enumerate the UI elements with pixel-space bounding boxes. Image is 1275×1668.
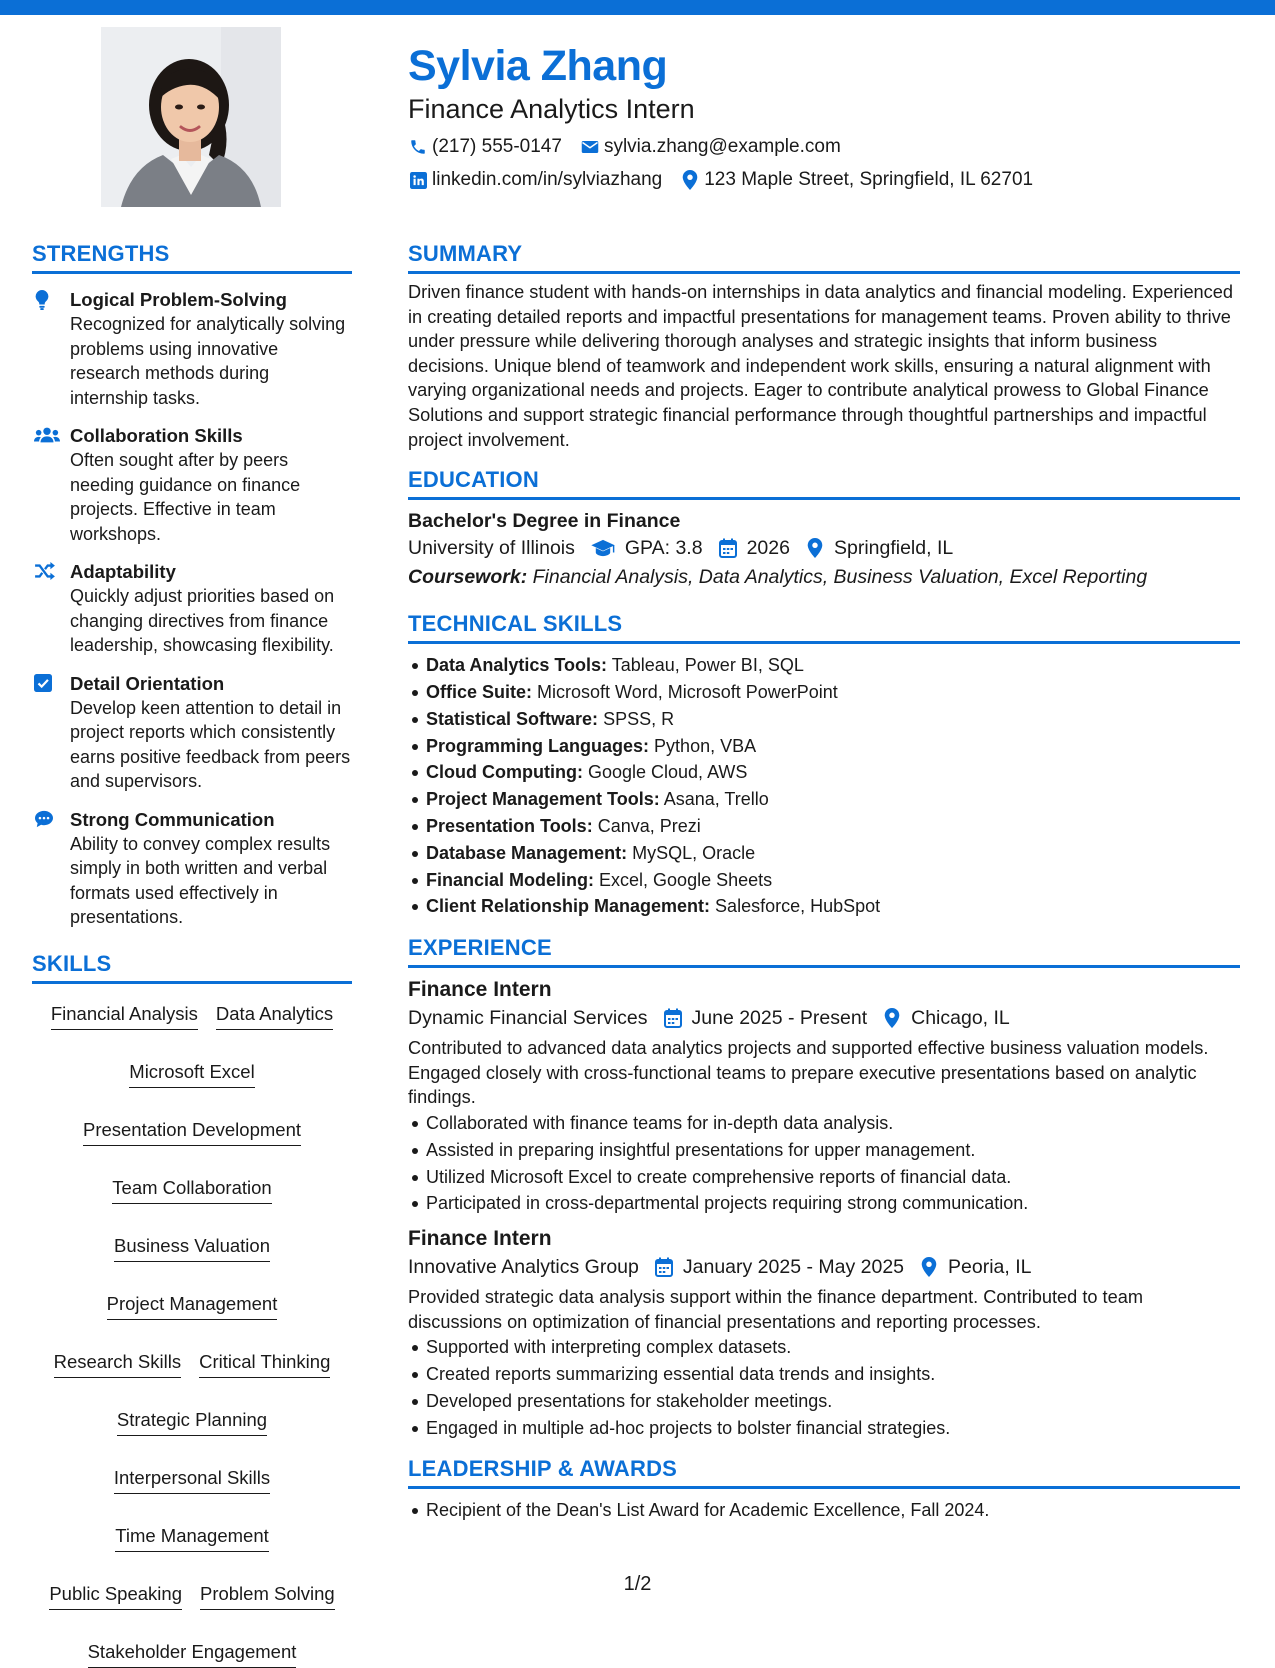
calendar-icon (653, 1256, 675, 1278)
year-item (717, 534, 790, 562)
job-entry (408, 976, 1240, 1217)
users-icon (32, 424, 70, 546)
list-item: Client Relationship Management: Salesforce, HubSpot (408, 893, 1240, 920)
resume-header (408, 40, 1238, 192)
skill-tag: Presentation Development (83, 1116, 301, 1146)
education-section (408, 466, 1240, 592)
gpa-item (589, 534, 703, 562)
job-title: Finance Intern (408, 1227, 552, 1251)
list-item: Developed presentations for stakeholder meetings. (408, 1388, 1240, 1415)
dates-item (662, 1004, 868, 1032)
strength-desc: Recognized for analytically solving problems using innovative research methods during internship tasks. (70, 314, 346, 408)
experience-heading: EXPERIENCE (408, 934, 1240, 968)
strength-desc: Quickly adjust priorities based on changing directives from finance leadership, showcasing flexibility. (70, 586, 335, 655)
strength-title: Logical Problem-Solving (70, 289, 287, 310)
chat-icon (32, 808, 70, 930)
coursework (408, 562, 1240, 592)
gpa-text: GPA: 3.8 (624, 537, 703, 560)
page-number: 1/2 (623, 1573, 652, 1595)
year-text: 2026 (746, 537, 790, 560)
lightbulb-icon (32, 288, 70, 410)
email-item[interactable] (580, 135, 841, 159)
company-name: Dynamic Financial Services (408, 1007, 648, 1030)
job-meta (408, 1253, 1240, 1281)
summary-heading: SUMMARY (408, 240, 1240, 274)
education-heading: EDUCATION (408, 466, 1240, 500)
email-text: sylvia.zhang@example.com (603, 136, 841, 157)
shuffle-icon (32, 560, 70, 658)
strength-title: Adaptability (70, 561, 176, 582)
leadership-list (408, 1497, 1240, 1524)
list-item: Office Suite: Microsoft Word, Microsoft PowerPoint (408, 679, 1240, 706)
list-item: Participated in cross-departmental projects requiring strong communication. (408, 1190, 1240, 1217)
contact-row-2 (408, 168, 1238, 192)
degree-title: Bachelor's Degree in Finance (408, 510, 681, 533)
job-meta (408, 1004, 1240, 1032)
list-item: Presentation Tools: Canva, Prezi (408, 813, 1240, 840)
strength-title: Detail Orientation (70, 672, 225, 694)
candidate-role: Finance Analytics Intern (408, 94, 695, 124)
skill-tag: Project Management (107, 1290, 278, 1320)
technical-skills-section (408, 610, 1240, 920)
skill-tag: Critical Thinking (199, 1348, 330, 1378)
strengths-heading: STRENGTHS (32, 240, 352, 274)
coursework-text: Financial Analysis, Data Analytics, Business Valuation, Excel Reporting (532, 566, 1148, 589)
list-item: Data Analytics Tools: Tableau, Power BI, SQL (408, 652, 1240, 679)
dates-item (653, 1253, 904, 1281)
linkedin-item[interactable] (408, 168, 662, 192)
skills-heading: SKILLS (32, 950, 352, 984)
skill-tag: Business Valuation (114, 1232, 270, 1262)
list-item: Programming Languages: Python, VBA (408, 733, 1240, 760)
strength-item (32, 424, 352, 546)
job-description: Provided strategic data analysis support within the finance department. Contributed to team discussions on optimization of financial presentations and reporting processes. (408, 1287, 1143, 1332)
strengths-list (32, 288, 352, 930)
graduation-cap-icon (589, 537, 617, 559)
skill-tag: Research Skills (54, 1348, 182, 1378)
job-bullets (408, 1110, 1240, 1217)
list-item: Statistical Software: SPSS, R (408, 706, 1240, 733)
skill-tag: Interpersonal Skills (114, 1464, 270, 1494)
location-item (804, 534, 953, 562)
list-item: Cloud Computing: Google Cloud, AWS (408, 759, 1240, 786)
skill-tag: Public Speaking (49, 1580, 182, 1610)
location-item (918, 1253, 1031, 1281)
school-name: University of Illinois (408, 537, 575, 560)
skill-tag: Stakeholder Engagement (88, 1638, 297, 1668)
list-item: Collaborated with finance teams for in-depth data analysis. (408, 1110, 1240, 1137)
profile-photo (101, 27, 281, 207)
skill-tag: Team Collaboration (112, 1174, 271, 1204)
map-pin-icon (881, 1007, 903, 1029)
list-item: Assisted in preparing insightful presentations for upper management. (408, 1137, 1240, 1164)
strength-item (32, 560, 352, 658)
top-accent-bar (0, 0, 1275, 15)
company-name: Innovative Analytics Group (408, 1256, 639, 1279)
list-item: Supported with interpreting complex datasets. (408, 1334, 1240, 1361)
location-item (881, 1004, 1010, 1032)
skill-tag: Strategic Planning (117, 1406, 267, 1436)
location-text: Peoria, IL (948, 1256, 1032, 1279)
phone-text: (217) 555-0147 (432, 136, 562, 157)
dates-text: June 2025 - Present (691, 1007, 868, 1030)
strength-item (32, 808, 352, 930)
education-meta (408, 534, 1240, 562)
technical-skills-list (408, 652, 1240, 920)
leadership-section (408, 1455, 1240, 1524)
calendar-icon (717, 537, 739, 559)
phone-icon (408, 137, 428, 157)
location-text: Chicago, IL (911, 1007, 1010, 1030)
calendar-icon (662, 1007, 684, 1029)
technical-skills-heading: TECHNICAL SKILLS (408, 610, 1240, 644)
skill-tag: Time Management (115, 1522, 269, 1552)
strength-desc: Often sought after by peers needing guidance on finance projects. Effective in team workshops. (70, 450, 301, 544)
skill-tag: Financial Analysis (51, 1000, 198, 1030)
job-bullets (408, 1334, 1240, 1441)
dates-text: January 2025 - May 2025 (682, 1256, 905, 1279)
location-text: Springfield, IL (833, 537, 954, 560)
strength-title: Strong Communication (70, 808, 275, 830)
strength-title: Collaboration Skills (70, 425, 243, 446)
list-item: Project Management Tools: Asana, Trello (408, 786, 1240, 813)
job-description: Contributed to advanced data analytics projects and supported effective business valuation models. Engaged closely with cross-functional teams to prepare executive presentations based on analytic findings. (408, 1038, 1209, 1108)
address-item (680, 168, 1033, 192)
list-item: Utilized Microsoft Excel to create comprehensive reports of financial data. (408, 1164, 1240, 1191)
list-item: Financial Modeling: Excel, Google Sheets (408, 867, 1240, 894)
map-pin-icon (804, 537, 826, 559)
coursework-label: Coursework: (408, 566, 528, 589)
address-text: 123 Maple Street, Springfield, IL 62701 (704, 169, 1034, 190)
right-column (408, 240, 1240, 1524)
candidate-name: Sylvia Zhang (408, 42, 668, 90)
skill-tag: Microsoft Excel (129, 1058, 254, 1088)
envelope-icon (580, 137, 600, 157)
strength-desc: Develop keen attention to detail in project reports which consistently earns positive feedback from peers and supervisors. (70, 697, 351, 791)
list-item: Engaged in multiple ad-hoc projects to bolster financial strategies. (408, 1415, 1240, 1442)
map-pin-icon (918, 1256, 940, 1278)
summary-text: Driven finance student with hands-on internships in data analytics and financial modeling. Experienced in creating detailed reports and impactful presentations for management teams. Proven ability to thrive under pressure while delivering thorough analyses and strategic insights that inform business decisions. Unique blend of teamwork and independent work skills, ensuring a natural alignment with varying organizational needs and projects. Eager to contribute analytical prowess to Global Finance Solutions and support strategic financial performance through thoughtful partnerships and impactful project involvement. (408, 282, 1233, 450)
skill-tag: Problem Solving (200, 1580, 335, 1610)
left-column (32, 240, 352, 1668)
leadership-heading: LEADERSHIP & AWARDS (408, 1455, 1240, 1489)
experience-section (408, 934, 1240, 1441)
contact-row-1 (408, 135, 1238, 159)
strength-item (32, 288, 352, 410)
checkbox-icon (32, 672, 70, 794)
skills-list (32, 1000, 352, 1668)
linkedin-text: linkedin.com/in/sylviazhang (432, 169, 663, 190)
skill-tag: Data Analytics (216, 1000, 333, 1030)
list-item: Created reports summarizing essential data trends and insights. (408, 1361, 1240, 1388)
list-item: Recipient of the Dean's List Award for Academic Excellence, Fall 2024. (408, 1497, 1240, 1524)
list-item: Database Management: MySQL, Oracle (408, 840, 1240, 867)
phone-item (408, 135, 562, 159)
linkedin-icon (408, 170, 428, 190)
strength-desc: Ability to convey complex results simply in both written and verbal formats used effectively in presentations. (70, 833, 331, 927)
job-entry (408, 1225, 1240, 1441)
strength-item (32, 672, 352, 794)
map-pin-icon (680, 170, 700, 190)
job-title: Finance Intern (408, 978, 552, 1002)
